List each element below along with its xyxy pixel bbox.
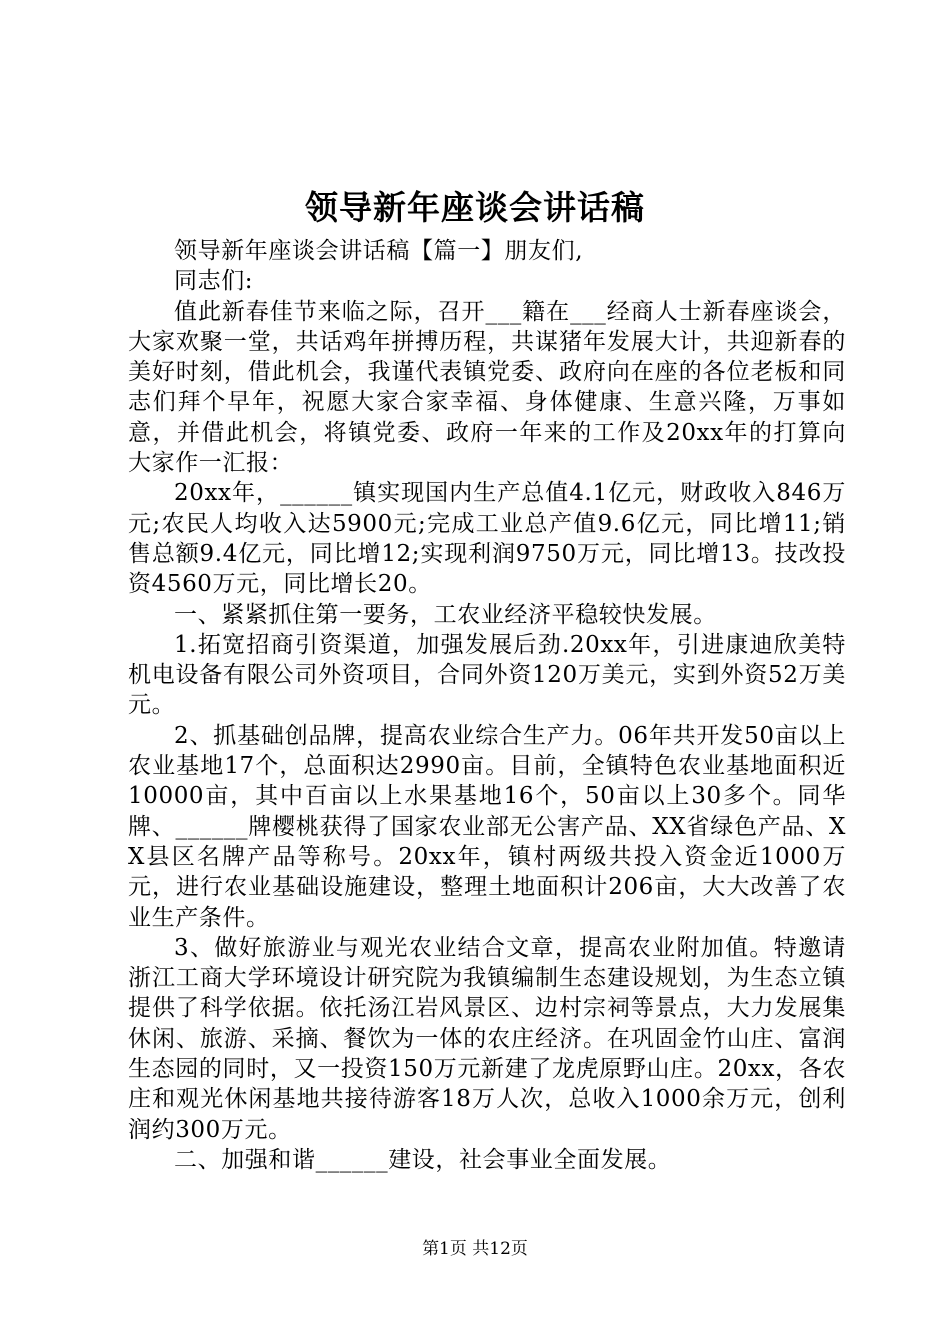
document-body [128,236,846,1175]
paragraph-opening: 值此新春佳节来临之际，召开___籍在___经商人士新春座谈会，大家欢聚一堂，共话鸡年拼搏历程，共谋猪年发展大计，共迎新春的美好时刻，借此机会，我谨代表镇党委、政府向在座的各位老板和同志们拜个早年，祝愿大家合家幸福、身体健康、生意兴隆，万事如意，并借此机会，将镇党委、政府一年来的工作及20xx年的打算向大家作一汇报： [128,298,846,477]
paragraph-heading-line: 领导新年座谈会讲话稿【篇一】朋友们, [174,238,584,264]
paragraph-agriculture: 2、抓基础创品牌，提高农业综合生产力。06年共开发50亩以上农业基地17个，总面积达2990亩。目前，全镇特色农业基地面积近10000亩，其中百亩以上水果基地16个，50亩以上30多个。同华牌、______牌樱桃获得了国家农业部无公害产品、XX省绿色产品、XX县区名牌产品等称号。20xx年，镇村两级共投入资金近1000万元，进行农业基础设施建设，整理土地面积计206亩，大大改善了农业生产条件。 [128,722,846,931]
document-title: 领导新年座谈会讲话稿 [305,188,645,227]
page-footer: 第1页 共12页 [422,1239,528,1259]
paragraph-salutation: 同志们: [174,268,254,295]
paragraph-economic-summary: 20xx年，______镇实现国内生产总值4.1亿元，财政收入846万元;农民人均收入达5900元;完成工业总产值9.6亿元，同比增11;销售总额9.4亿元，同比增12;实现利润9750万元，同比增13。技改投资4560万元，同比增长20。 [128,480,846,598]
section-heading-two: 二、加强和谐______建设，社会事业全面发展。 [174,1146,672,1173]
section-heading-one: 一、紧紧抓住第一要务，工农业经济平稳较快发展。 [174,601,717,628]
paragraph-tourism: 3、做好旅游业与观光农业结合文章，提高农业附加值。特邀请浙江工商大学环境设计研究院为我镇编制生态建设规划，为生态立镇提供了科学依据。依托汤江岩风景区、边村宗祠等景点，大力发展集休闲、旅游、采摘、餐饮为一体的农庄经济。在巩固金竹山庄、富润生态园的同时，又一投资150万元新建了龙虎原野山庄。20xx，各农庄和观光休闲基地共接待游客18万人次，总收入1000余万元，创利润约300万元。 [128,934,846,1143]
paragraph-investment: 1.拓宽招商引资渠道，加强发展后劲.20xx年，引进康迪欣美特机电设备有限公司外资项目，合同外资120万美元，实到外资52万美元。 [128,631,846,719]
